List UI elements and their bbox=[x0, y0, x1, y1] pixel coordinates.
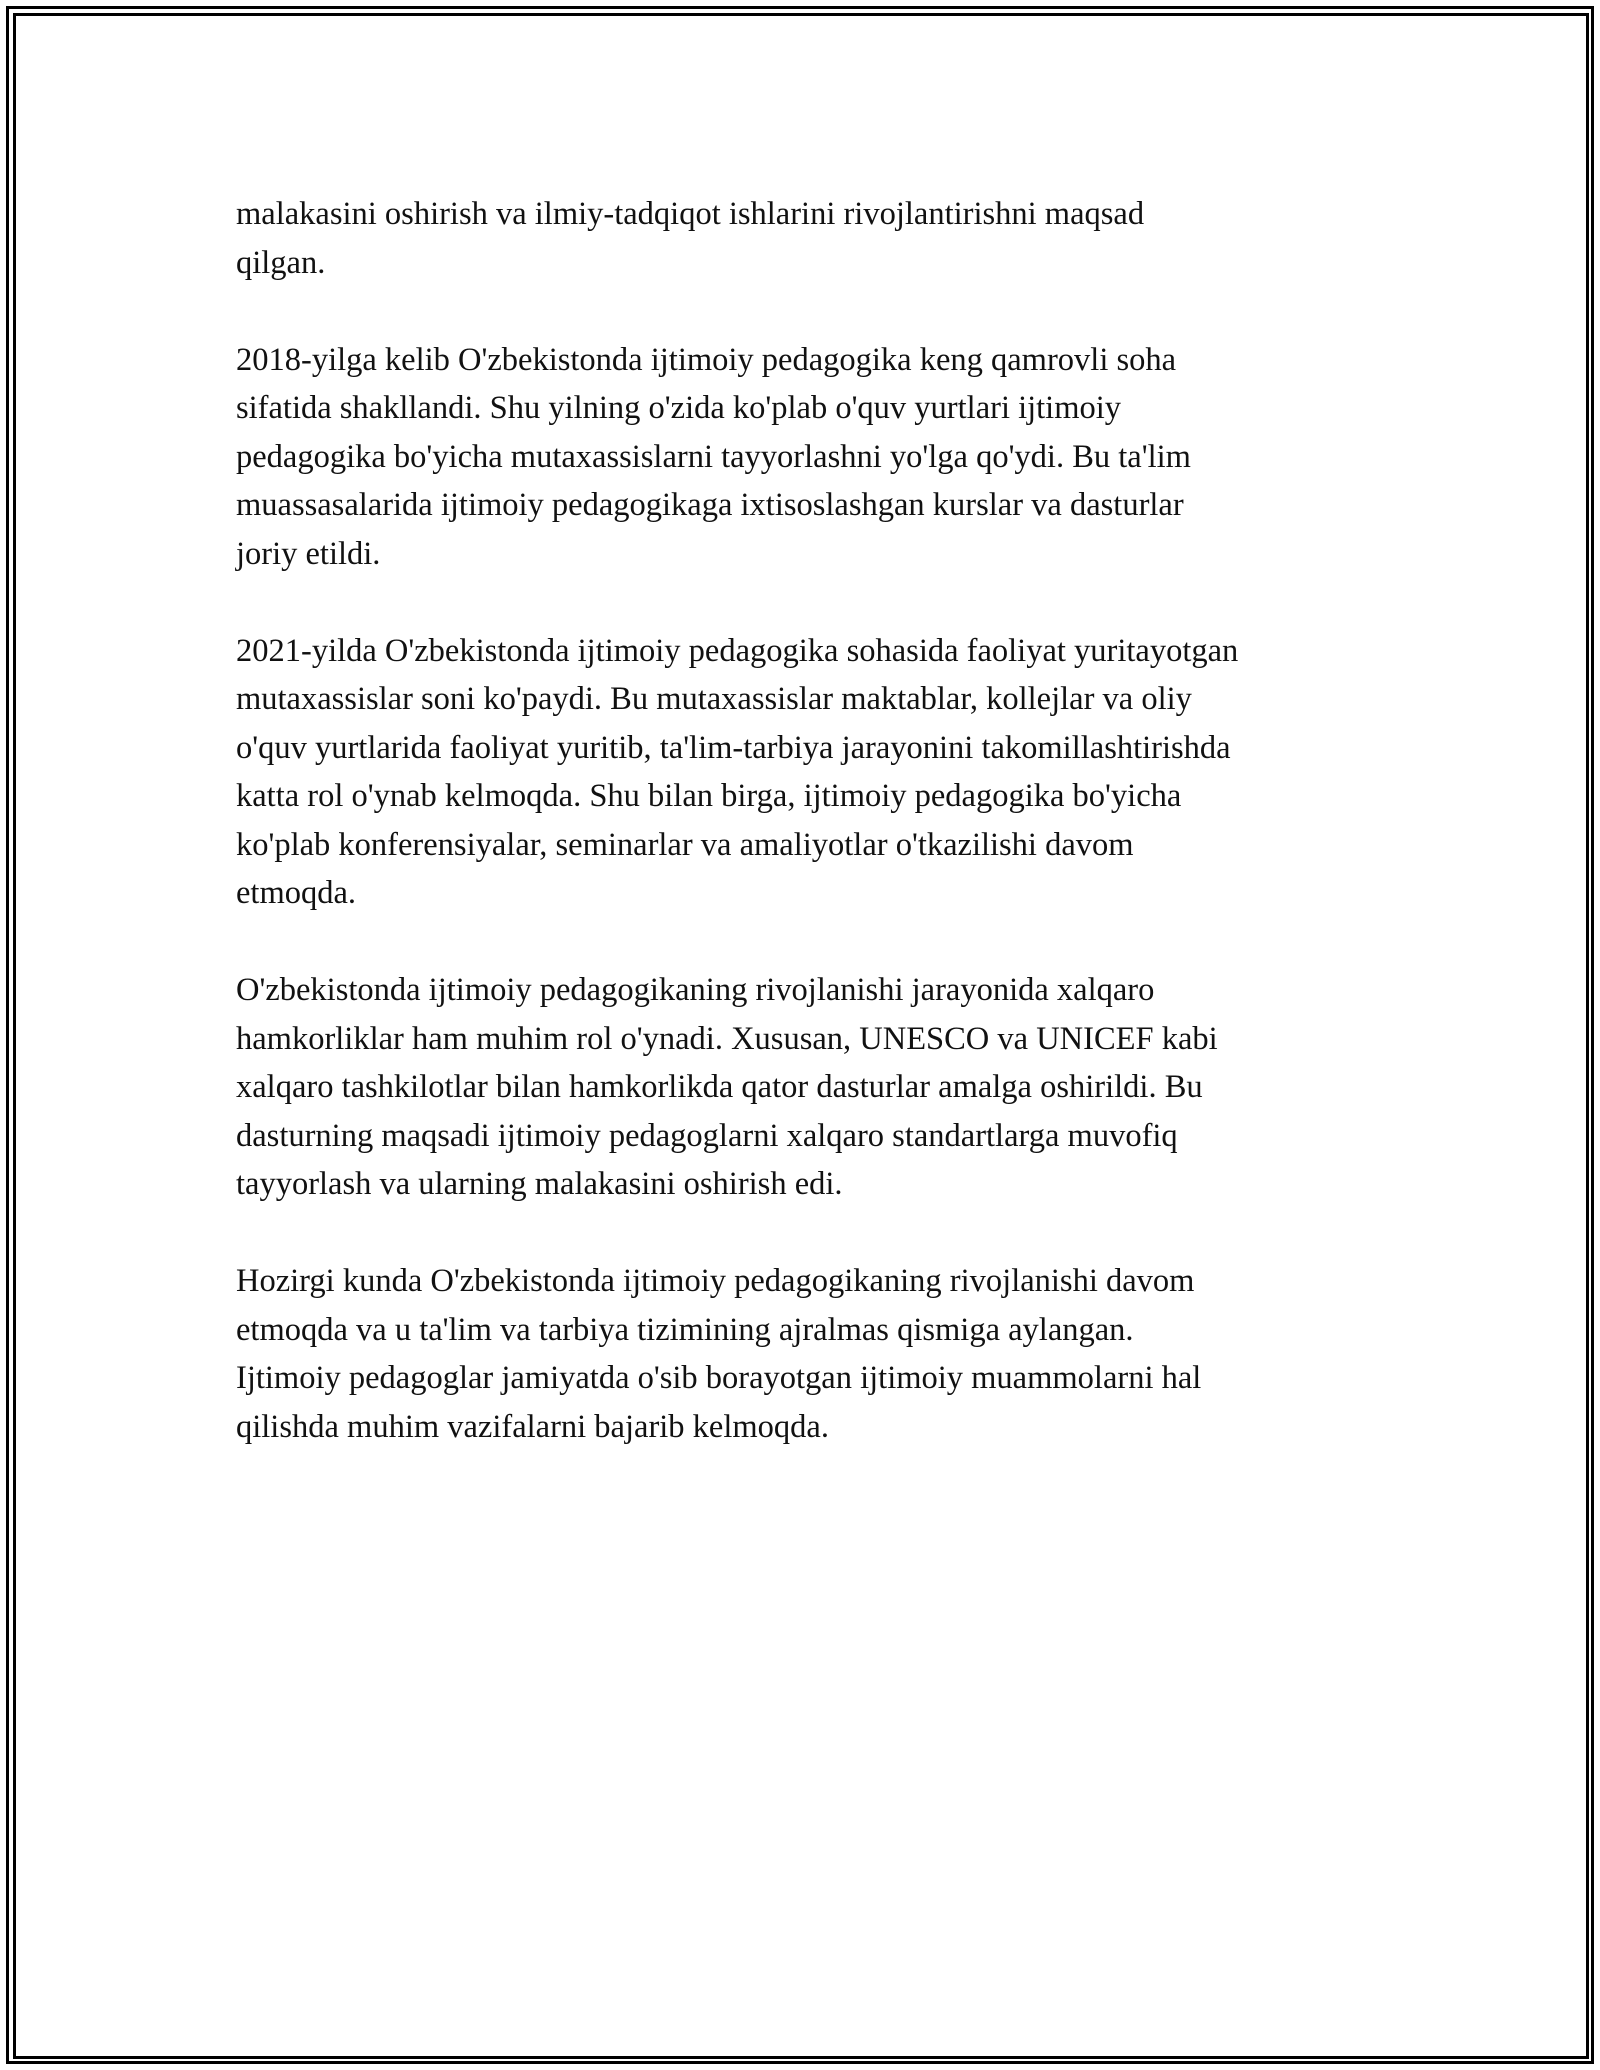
paragraph-4: O'zbekistonda ijtimoiy pedagogikaning rivojlanishi jarayonida xalqaro hamkorliklar ham muhim rol o'ynadi. Xususan, UNESCO va UNICEF kabi xalqaro tashkilotlar bilan hamkorlikda qator dasturlar amalga oshirildi. Bu dasturning maqsadi ijtimoiy pedagoglarni xalqaro standartlarga muvofiq tayyorlash va ularning malakasini oshirish edi. bbox=[236, 972, 1218, 1202]
paragraph-5: Hozirgi kunda O'zbekistonda ijtimoiy pedagogikaning rivojlanishi davom etmoqda va u ta'lim va tarbiya tizimining ajralmas qismiga aylangan. Ijtimoiy pedagoglar jamiyatda o'sib borayotgan ijtimoiy muammolarni hal qilishda muhim vazifalarni bajarib kelmoqda. bbox=[236, 1263, 1202, 1445]
paragraph-3: 2021-yilda O'zbekistonda ijtimoiy pedagogika sohasida faoliyat yuritayotgan mutaxassislar soni ko'paydi. Bu mutaxassislar maktablar, kollejlar va oliy o'quv yurtlarida faoliyat yuritib, ta'lim-tarbiya jarayonini takomillashtirishda katta rol o'ynab kelmoqda. Shu bilan birga, ijtimoiy pedagogika bo'yicha ko'plab konferensiyalar, seminarlar va amaliyotlar o'tkazilishi davom etmoqda. bbox=[236, 632, 1239, 911]
paragraph-1: malakasini oshirish va ilmiy-tadqiqot ishlarini rivojlantirishni maqsad qilgan. bbox=[236, 196, 1145, 281]
document-body bbox=[236, 190, 1386, 1500]
paragraph-2: 2018-yilga kelib O'zbekistonda ijtimoiy pedagogika keng qamrovli soha sifatida shakllandi. Shu yilning o'zida ko'plab o'quv yurtlari ijtimoiy pedagogika bo'yicha mutaxassislarni tayyorlashni yo'lga qo'ydi. Bu ta'lim muassasalarida ijtimoiy pedagogikaga ixtisoslashgan kurslar va dasturlar joriy etildi. bbox=[236, 341, 1191, 572]
